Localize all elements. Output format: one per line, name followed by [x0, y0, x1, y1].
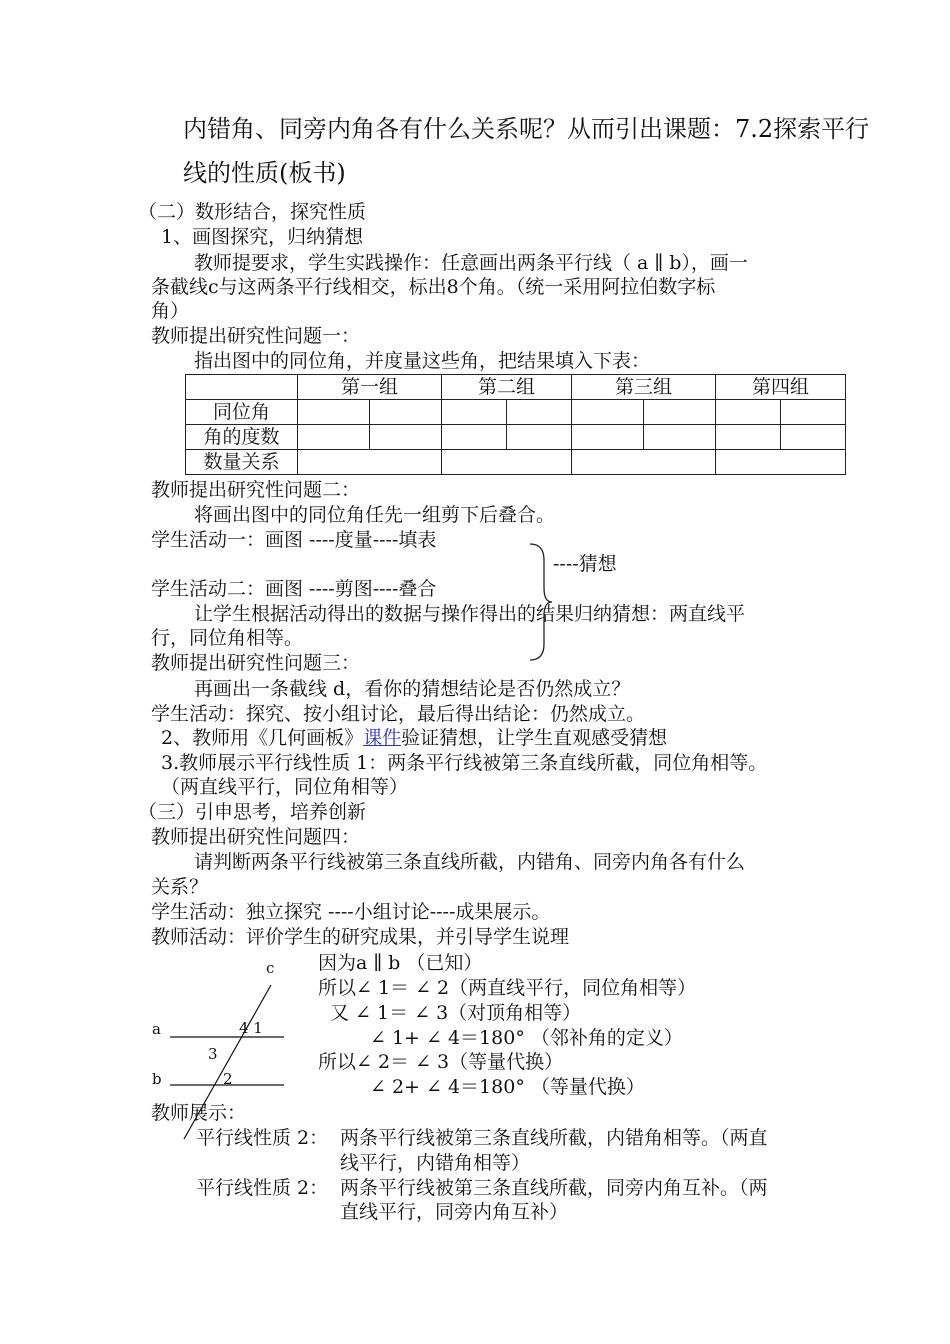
intro-line-1: 内错角、同旁内角各有什么关系呢？从而引出课题：7.2探索平行 [183, 115, 870, 143]
question-2-title: 教师提出研究性问题二： [151, 479, 361, 501]
table-header-group-4: 第四组 [716, 375, 846, 400]
proof-line-6: ∠ 2+ ∠ 4＝180° （等量代换） [370, 1076, 645, 1098]
teacher-activity: 教师活动：评价学生的研究成果，并引导学生说理 [151, 926, 570, 948]
induce-line-2: 行，同位角相等。 [151, 627, 304, 649]
property-2b-line-1: 两条平行线被第三条直线所截，同旁内角互补。（两 [340, 1177, 768, 1199]
table-cell [298, 450, 442, 475]
requirement-line-2: 条截线c与这两条平行线相交，标出8个角。（统一采用阿拉伯数字标 [151, 276, 716, 298]
table-cell [442, 425, 507, 450]
figure-label-c: c [266, 959, 275, 977]
angle-table [185, 374, 846, 475]
question-2-text: 将画出图中的同位角任先一组剪下后叠合。 [194, 504, 556, 526]
property-2b-line-2: 直线平行，同旁内角互补） [340, 1201, 569, 1223]
induce-line-1: 让学生根据活动得出的数据与操作得出的结果归纳猜想：两直线平 [194, 603, 746, 625]
section-3-heading: （三）引申思考，培养创新 [138, 801, 367, 823]
requirement-line-1: 教师提要求，学生实践操作：任意画出两条平行线（ a ∥ b），画一 [194, 252, 748, 274]
table-cell [507, 400, 572, 425]
table-header-group-3: 第三组 [572, 375, 716, 400]
figure-label-a: a [152, 1020, 161, 1038]
subsection-1-heading: 1、画图探究，归纳猜想 [161, 226, 364, 248]
question-3-text: 再画出一条截线 d，看你的猜想结论是否仍然成立？ [194, 678, 631, 700]
question-4-line-2: 关系？ [151, 876, 209, 898]
figure-angle-2: 2 [223, 1070, 233, 1088]
proof-line-3: 又 ∠ 1＝ ∠ 3（对顶角相等） [330, 1002, 582, 1024]
property-2a-line-1: 两条平行线被第三条直线所截，内错角相等。（两直 [340, 1127, 768, 1149]
student-activity-3: 学生活动：探究、按小组讨论，最后得出结论：仍然成立。 [151, 703, 646, 725]
table-cell [781, 425, 846, 450]
table-cell [507, 425, 572, 450]
figure-label-b: b [152, 1070, 162, 1088]
table-row-label: 角的度数 [186, 425, 298, 450]
table-row [186, 450, 846, 475]
courseware-link[interactable]: 课件 [363, 727, 402, 749]
table-cell [442, 450, 572, 475]
table-cell [298, 400, 370, 425]
table-cell [644, 400, 716, 425]
item-3-line-1: 3.教师展示平行线性质 1：两条平行线被第三条直线所截，同位角相等。 [161, 752, 768, 774]
table-row-label: 数量关系 [186, 450, 298, 475]
table-cell [716, 450, 846, 475]
student-activity-2: 学生活动二：画图 ----剪图----叠合 [151, 578, 437, 600]
table-cell [644, 425, 716, 450]
question-3-title: 教师提出研究性问题三： [151, 652, 361, 674]
student-activity-4: 学生活动：独立探究 ----小组讨论----成果展示。 [151, 901, 551, 923]
table-cell [716, 425, 781, 450]
table-row [186, 425, 846, 450]
student-activity-1: 学生活动一：画图 ----度量----填表 [151, 529, 437, 551]
requirement-line-3: 角） [151, 300, 190, 322]
property-2a-label: 平行线性质 2： [196, 1127, 329, 1149]
question-4-title: 教师提出研究性问题四： [151, 826, 361, 848]
figure-angle-4-1: 4 1 [239, 1019, 263, 1037]
item-2-suffix: 验证猜想，让学生直观感受猜想 [401, 727, 668, 749]
table-cell [716, 400, 781, 425]
proof-line-4: ∠ 1+ ∠ 4＝180° （邻补角的定义） [370, 1027, 683, 1049]
property-2b-label: 平行线性质 2： [196, 1177, 329, 1199]
proof-line-2: 所以∠ 1＝ ∠ 2（两直线平行，同位角相等） [318, 977, 697, 999]
guess-label: ----猜想 [553, 553, 617, 575]
figure-angle-3: 3 [208, 1045, 218, 1063]
table-cell [370, 400, 442, 425]
table-cell [442, 400, 507, 425]
table-header-group-2: 第二组 [442, 375, 572, 400]
table-row [186, 400, 846, 425]
table-cell [572, 425, 644, 450]
question-4-line-1: 请判断两条平行线被第三条直线所截，内错角、同旁内角各有什么 [194, 851, 746, 873]
item-2-line [161, 726, 667, 750]
table-cell [572, 450, 716, 475]
table-cell [370, 425, 442, 450]
table-header-row [186, 375, 846, 400]
item-3-line-2: （两直线平行，同位角相等） [161, 776, 409, 798]
question-1-text: 指出图中的同位角，并度量这些角，把结果填入下表： [194, 350, 651, 372]
section-2-heading: （二）数形结合，探究性质 [138, 201, 367, 223]
showcase-title: 教师展示： [151, 1102, 247, 1124]
proof-line-5: 所以∠ 2＝ ∠ 3（等量代换） [318, 1051, 564, 1073]
table-cell [572, 400, 644, 425]
table-corner-cell [186, 375, 298, 400]
table-header-group-1: 第一组 [298, 375, 442, 400]
table-row-label: 同位角 [186, 400, 298, 425]
table-cell [298, 425, 370, 450]
proof-line-1: 因为a ∥ b （已知） [318, 952, 483, 974]
table-cell [781, 400, 846, 425]
intro-line-2: 线的性质(板书) [183, 159, 346, 187]
item-2-prefix: 2、教师用《几何画板》 [161, 727, 364, 749]
question-1-title: 教师提出研究性问题一： [151, 325, 361, 347]
property-2a-line-2: 线平行，内错角相等） [340, 1152, 531, 1174]
